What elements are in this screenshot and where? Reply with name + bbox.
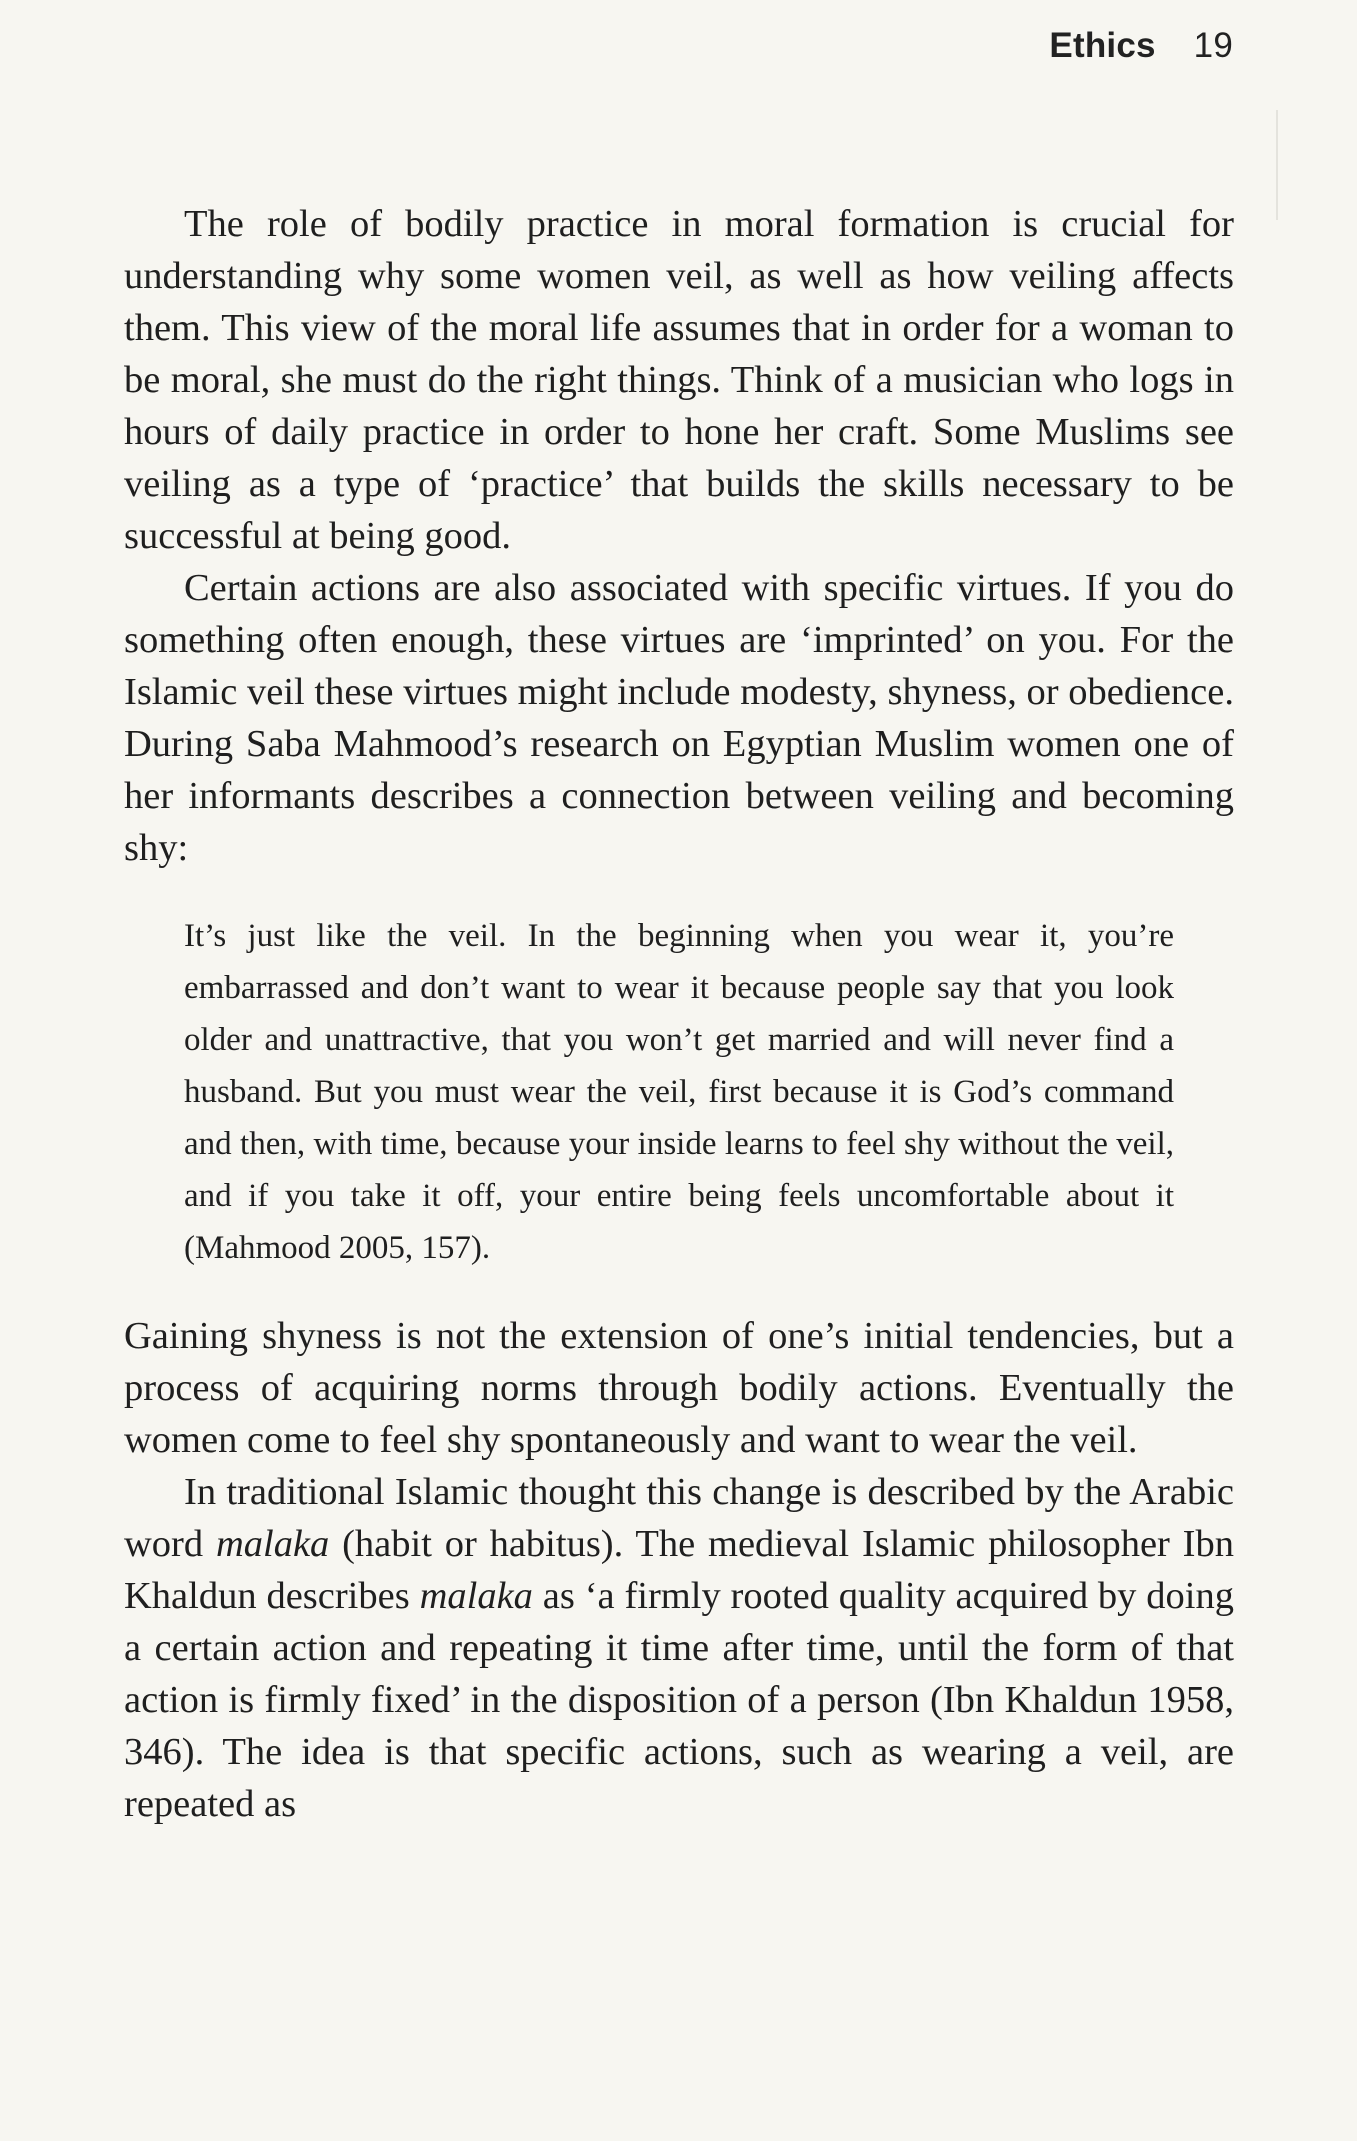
paragraph-4-part-c: as ‘a firmly rooted quality acquired by doing a certain action and repeating it time after time, until the form of that action is firmly fixed’ in the disposition of a person (Ibn Khaldun 1958, 346). The idea is that specific actions, such as wearing a veil, are repeated as xyxy=(124,1575,1234,1825)
paragraph-4-part-b: (habit or habitus). The medieval Islamic philosopher Ibn Khaldun describes xyxy=(124,1523,1234,1617)
paragraph-4 xyxy=(124,1466,1234,1830)
paragraph-1: The role of bodily practice in moral formation is crucial for understanding why some women veil, as well as how veiling affects them. This view of the moral life assumes that in order for a woman to be moral, she must do the right things. Think of a musician who logs in hours of daily practice in order to hone her craft. Some Muslims see veiling as a type of ‘practice’ that builds the skills necessary to be successful at being good. xyxy=(124,203,1234,557)
block-quote xyxy=(124,910,1234,1274)
term-malaka-1: malaka xyxy=(215,1523,330,1565)
body-text xyxy=(124,198,1234,1830)
term-malaka-2: malaka xyxy=(419,1575,533,1617)
section-title: Ethics xyxy=(1049,26,1156,65)
quote-text: It’s just like the veil. In the beginning when you wear it, you’re embarrassed and don’t want to wear it because people say that you look older and unattractive, that you won’t get married and will never find a husband. But you must wear the veil, first because it is God’s command and then, with time, because your inside learns to feel shy without the veil, and if you take it off, your entire being feels uncomfortable about it (Mahmood 2005, 157). xyxy=(184,918,1174,1266)
page-number: 19 xyxy=(1193,26,1233,65)
paragraph-3: Gaining shyness is not the extension of one’s initial tendencies, but a process of acquiring norms through bodily actions. Eventually the women come to feel shy spontaneously and want to wear the veil. xyxy=(124,1315,1234,1461)
paragraph-2: Certain actions are also associated with specific virtues. If you do something often enough, these virtues are ‘imprinted’ on you. For the Islamic veil these virtues might include modesty, shyness, or obedience. During Saba Mahmood’s research on Egyptian Muslim women one of her informants describes a connection between veiling and becoming shy: xyxy=(124,567,1234,869)
running-head xyxy=(1049,26,1233,66)
paragraph-4-part-a: In traditional Islamic thought this change is described by the Arabic word xyxy=(124,1471,1234,1565)
margin-scan-mark xyxy=(1276,110,1278,220)
